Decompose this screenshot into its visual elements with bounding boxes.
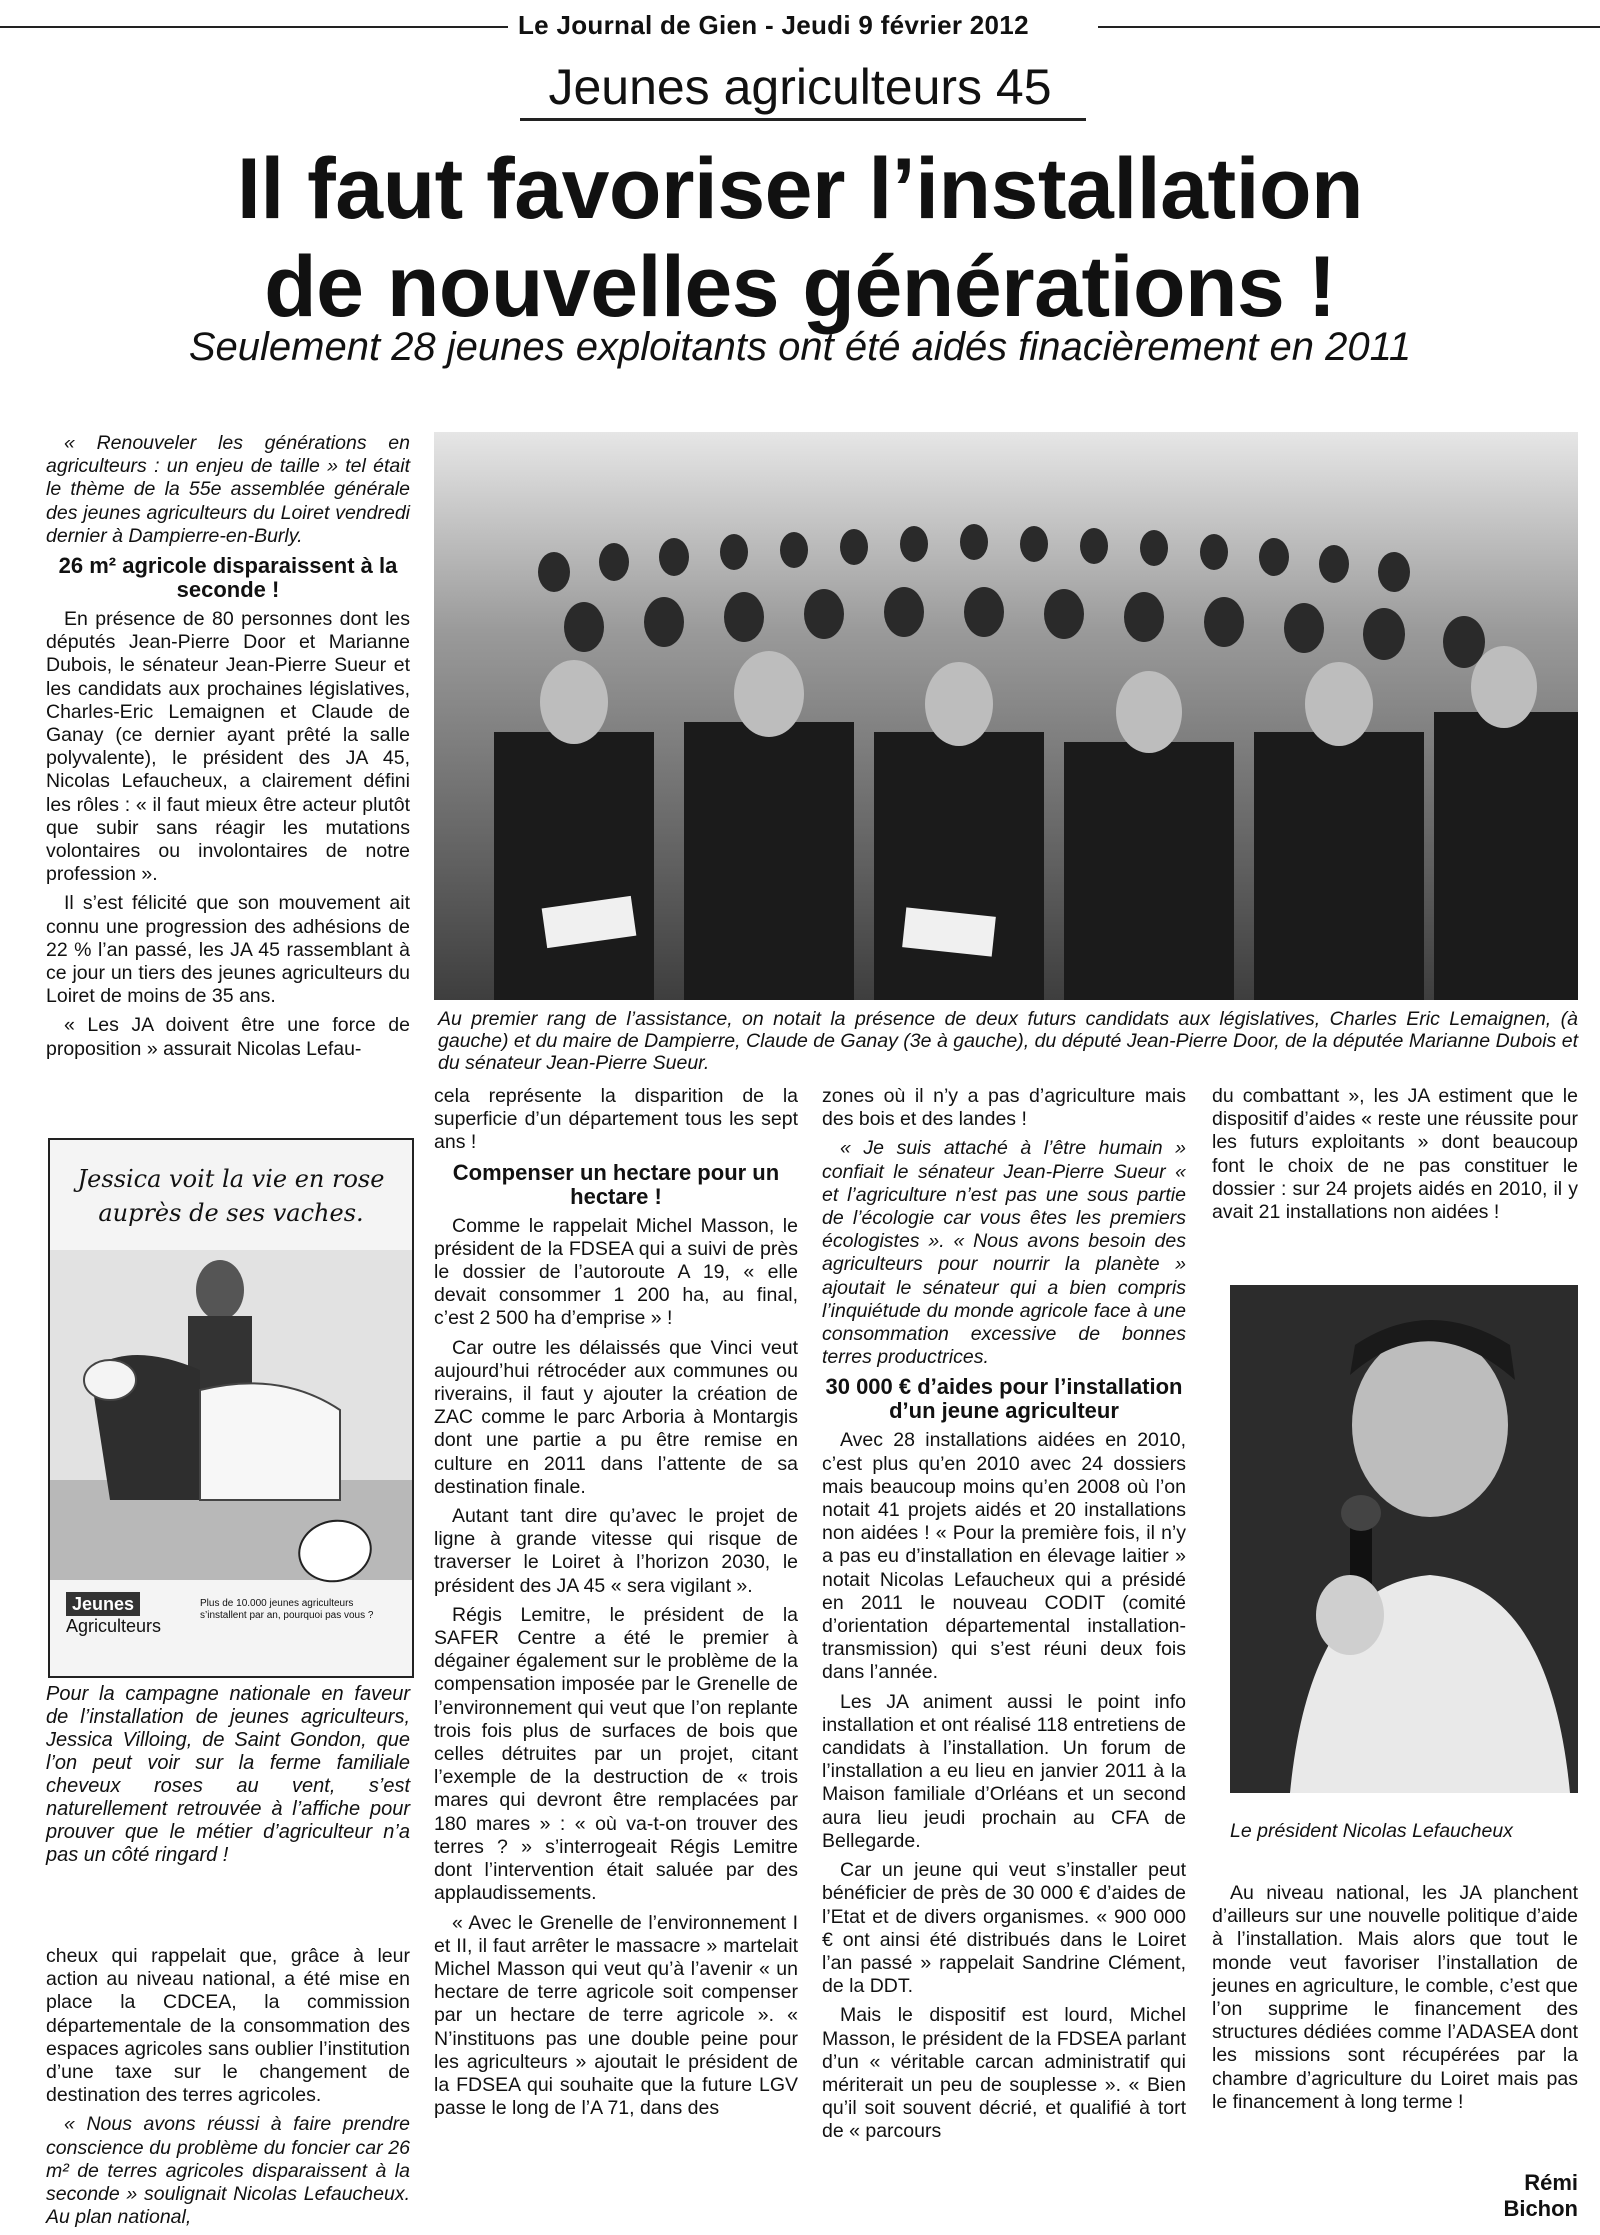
- paragraph: zones où il n’y a pas d’agriculture mais des bois et des landes !: [822, 1085, 1186, 1131]
- column-4-bottom: [1212, 1882, 1578, 2120]
- audience-image: [434, 432, 1578, 1000]
- portrait-photo: [1230, 1285, 1578, 1793]
- column-1-top: [46, 432, 410, 1067]
- intertitle-compenser: Compenser un hectare pour un hectare !: [452, 1159, 780, 1209]
- ad-logo-line-2: Agriculteurs: [66, 1616, 162, 1636]
- ad-headline-line-1: Jessica voit la vie en rose: [77, 1165, 385, 1193]
- paragraph: « Les JA doivent être une force de proposition » assurait Nicolas Lefau-: [46, 1014, 410, 1060]
- portrait-image: [1230, 1285, 1578, 1793]
- paragraph: du combattant », les JA estiment que le dispositif d’aides « reste une réussite pour les futurs exploitants » dont beaucoup font le choix de ne pas constituer le dossier : sur 24 projets aidés en 2010, il y avait 21 installations non aidées !: [1212, 1085, 1578, 1224]
- ad-logo: [66, 1592, 186, 1636]
- intro-paragraph: « Renouveler les générations en agriculteurs : un enjeu de taille » tel était le thème de la 55e assemblée générale des jeunes agriculteurs du Loiret vendredi dernier à Dampierre-en-Burly.: [46, 432, 410, 547]
- ad-headline: [50, 1162, 412, 1230]
- paragraph: Car outre les délaissés que Vinci veut aujourd’hui rétrocéder aux communes ou riverains, il faut y ajouter la création de ZAC comme le parc Arboria à Montargis dont une partie a pu être remise en culture en 2011 dans l’attente de sa destination finale.: [434, 1336, 798, 1498]
- paragraph: En présence de 80 personnes dont les députés Jean-Pierre Door et Marianne Dubois, le sénateur Jean-Pierre Sueur et les candidats aux prochaines législatives, Charles-Eric Lemaignen et Claude de Ganay (ce dernier ayant prêté la salle polyvalente), le président des JA 45, Nicolas Lefaucheux, a clairement défini les rôles : « il faut mieux être acteur plutôt que subir sans réagir les mutations volontaires ou involontaires de notre profession ».: [46, 608, 410, 886]
- headline-line-1: Il faut favoriser l’installation: [236, 141, 1364, 237]
- paragraph: Car un jeune qui veut s’installer peut bénéficier de près de 30 000 € d’aides de l’Etat et de divers organismes. « 900 000 € ont ainsi été distribués dans le Loiret l’an passé » rappelait Sandrine Clément, de la DDT.: [822, 1859, 1186, 1998]
- masthead-rule-right: [1098, 26, 1600, 28]
- paragraph: « Nous avons réussi à faire prendre conscience du problème du foncier car 26 m² de terres agricoles disparaissent à la seconde » soulignait Nicolas Lefaucheux. Au plan national,: [46, 2113, 410, 2229]
- ad-caption: Pour la campagne nationale en faveur de l’installation de jeunes agriculteurs, Jessica Villoing, de Saint Gondon, que l’on peut voir sur la ferme familiale cheveux roses au vent, s’est naturellement retrouvée à l’affiche pour prouver que le métier d’agriculteur n’a pas un côté ringard !: [46, 1683, 410, 1866]
- paragraph: Régis Lemitre, le président de la SAFER Centre a été le premier à dégainer également sur le problème de la compensation imposée par le Grenelle de l’environnement qui veut que l’on replante trois fois plus de surfaces de bois que celles détruites par un projet, citant l’exemple de la destruction de « trois mares qui devront être remplacées par 180 mares » : « où va-t-on trouver des terres ? » s’interrogeait Régis Lemitre dont l’intervention était saluée par des applaudissements.: [434, 1603, 798, 1905]
- column-2: [434, 1085, 798, 2126]
- headline-line-2: de nouvelles générations !: [264, 239, 1336, 335]
- column-4-top: [1212, 1085, 1578, 1230]
- paragraph: Les JA animent aussi le point info installation et ont réalisé 118 entretiens de candidats à l’installation. Un forum de l’installation a eu lieu en janvier 2011 à la Maison familiale d’Orléans et un second aura lieu jeudi prochain au CFA de Bellegarde.: [822, 1690, 1186, 1852]
- ad-headline-line-2: auprès de ses vaches.: [98, 1199, 364, 1227]
- ad-small-text: Plus de 10.000 jeunes agriculteurs s’installent par an, pourquoi pas vous ?: [200, 1598, 374, 1621]
- portrait-caption: Le président Nicolas Lefaucheux: [1230, 1820, 1513, 1842]
- masthead-rule-left: [0, 26, 508, 28]
- column-1-bottom: [46, 1945, 410, 2235]
- ad-logo-line-1: Jeunes: [66, 1592, 140, 1616]
- paragraph: Autant tant dire qu’avec le projet de ligne à grande vitesse qui risque de traverser le Loiret à l’horizon 2030, le président des JA 45 « sera vigilant ».: [434, 1505, 798, 1597]
- section-rubric: Jeunes agriculteurs 45: [548, 59, 1052, 115]
- column-3: [822, 1085, 1186, 2150]
- signature: Rémi Bichon: [1503, 2170, 1578, 2221]
- paragraph: cheux qui rappelait que, grâce à leur action au niveau national, a été mise en place la CDCEA, la commission départementale de la consommation des espaces agricoles sans oublier l’institution d’une taxe sur le changement de destination des terres agricoles.: [46, 1945, 410, 2107]
- paragraph: « Avec le Grenelle de l’environnement I et II, il faut arrêter le massacre » martelait Michel Masson qui veut qu’à l’avenir « un hectare de terre agricole soit compenser par un hectare de terre agricole ». « N’instituons pas une double peine pour les agriculteurs » ajoutait le président de la FDSEA qui souhaite que la future LGV passe le long de l’A 71, dans des: [434, 1911, 798, 2120]
- paragraph: Il s’est félicité que son mouvement ait connu une progression des adhésions de 22 % l’an passé, les JA 45 rassemblant à ce jour un tiers des jeunes agriculteurs du Loiret de moins de 35 ans.: [46, 892, 410, 1008]
- rubric-underline: [520, 118, 1086, 121]
- photo-caption: Au premier rang de l’assistance, on notait la présence de deux futurs candidats aux législatives, Charles Eric Lemaignen, (à gauche) et du maire de Dampierre, Claude de Ganay (3e à gauche), du député Jean-Pierre Door, de la députée Marianne Dubois et du sénateur Jean-Pierre Sueur.: [438, 1008, 1578, 1074]
- paragraph: « Je suis attaché à l’être humain » confiait le sénateur Jean-Pierre Sueur « et l’agriculture n’est pas une sous partie de l’écologie car vous êtes les premiers écologistes ». « Nous avons besoin des agriculteurs pour nourrir la planète » ajoutait le sénateur qui a bien compris l’inquiétude du monde agricole face à une consommation excessive de bonnes terres productrices.: [822, 1137, 1186, 1369]
- paragraph: cela représente la disparition de la superficie d’un département tous les sept ans !: [434, 1085, 798, 1154]
- campaign-advertisement: [48, 1138, 414, 1678]
- subheadline: Seulement 28 jeunes exploitants ont été aidés finacièrement en 2011: [188, 325, 1412, 369]
- headline: [0, 140, 1600, 336]
- masthead: [0, 6, 1600, 46]
- paragraph: Avec 28 installations aidées en 2010, c’est plus qu’en 2010 avec 24 dossiers mais beaucoup moins qu’en 2008 où l’on notait 41 projets aidés et 20 installations non aidées ! « Pour la première fois, il n’y a pas eu d’installation en élevage laitier » notait Nicolas Lefaucheux qui a présidé en 2011 le nouveau CODIT (comité d’orientation départemental installation-transmission) qui s’est réuni deux fois dans l’année.: [822, 1429, 1186, 1684]
- assembly-photo: [434, 432, 1578, 1000]
- paragraph: Au niveau national, les JA planchent d’ailleurs sur une nouvelle politique d’aide à l’installation. Mais alors que tout le monde veut favoriser l’installation de jeunes en agriculture, le comble, c’est que l’on supprime le financement des structures dédiées comme l’ADASEA dont les missions sont récupérées par la chambre d’agriculture du Loiret mais pas le financement à long terme !: [1212, 1882, 1578, 2113]
- paragraph: Mais le dispositif est lourd, Michel Masson, le président de la FDSEA parlant d’un « véritable carcan administratif qui mériterait un peu de souplesse ». « Bien qu’il soit souvent décrié, et qualifié à tort de « parcours: [822, 2004, 1186, 2143]
- intertitle-26m2: 26 m² agricole disparaissent à la seconde !: [58, 553, 398, 603]
- intertitle-30000: 30 000 € d’aides pour l’installation d’un jeune agriculteur: [825, 1374, 1183, 1424]
- masthead-text: Le Journal de Gien - Jeudi 9 février 2012: [518, 10, 1029, 40]
- paragraph: Comme le rappelait Michel Masson, le président de la FDSEA qui a suivi de près le dossier de l’autoroute A 19, « elle devait consommer 1 200 ha, au final, c’est 2 500 ha d’emprise » !: [434, 1214, 798, 1330]
